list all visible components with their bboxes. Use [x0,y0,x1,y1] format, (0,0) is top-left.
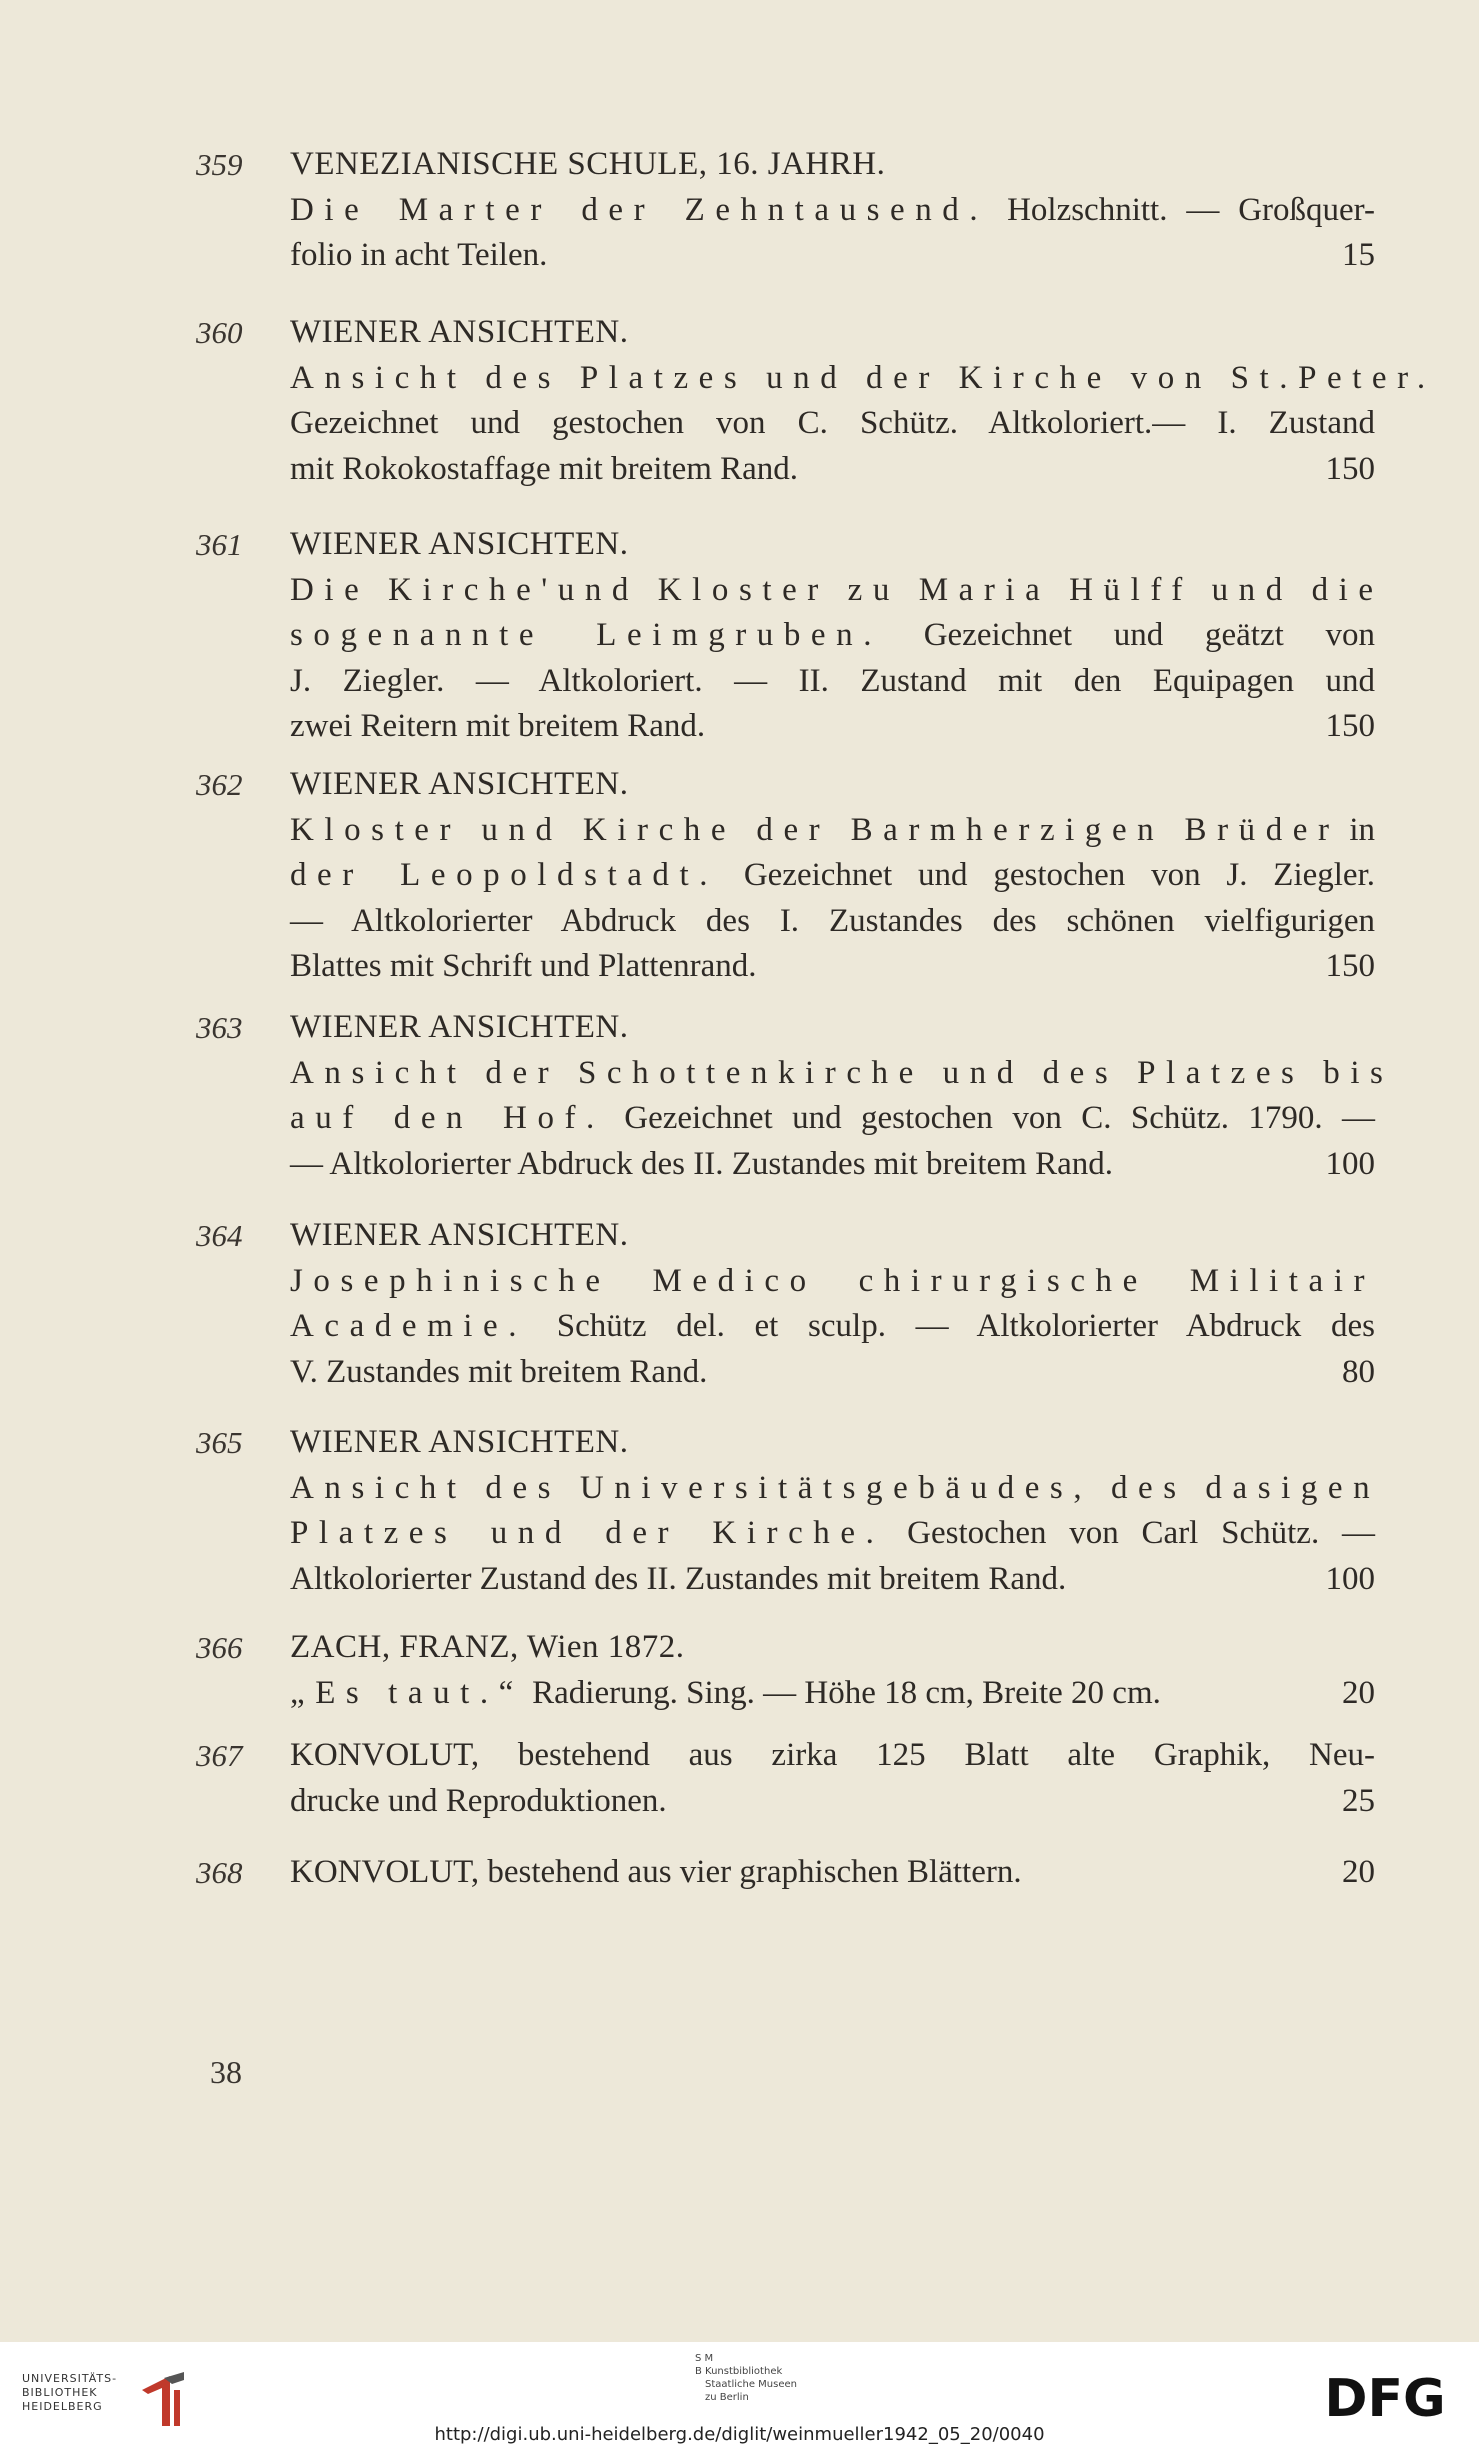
spaced-title: Ansicht des Platzes und der Kirche von St.Peter. [290,359,1436,396]
page-number: 38 [210,2054,242,2090]
line-text: mit Rokokostaffage mit breitem Rand. [290,450,799,487]
spaced-title: Academie. [290,1308,528,1344]
dfg-logo [1313,2368,1457,2424]
spaced-title: Ansicht der Schottenkirche und des Platzes bis [290,1054,1394,1091]
line-text: drucke und Reproduktionen. [290,1782,667,1819]
entry-heading: WIENER ANSICHTEN. [290,766,629,802]
entry-line [290,613,1375,659]
stamp-line-2: B Kunstbibliothek [695,2366,783,2377]
line-text: Gezeichnet und gestochen von J. Ziegler. [718,857,1375,893]
university-emblem-icon [134,2370,190,2432]
line-text: Radierung. Sing. — Höhe 18 cm, Breite 20 cm. [523,1674,1161,1711]
lot-number: 365 [196,1425,243,1460]
price: 100 [1325,1145,1375,1182]
entry-line [290,808,1375,854]
stamp-line-3: Staatliche Museen [705,2379,797,2390]
entry-line [290,1350,1375,1396]
entry-line [290,188,1375,234]
entry-body [290,522,1384,750]
entry-line [290,944,1375,990]
lot-number: 360 [196,315,243,350]
line-text: folio in acht Teilen. [290,237,548,273]
line-text: KONVOLUT, bestehend aus zirka 125 Blatt alte Graphik, Neu- [290,1737,1375,1773]
entry-line [290,1051,1394,1097]
spaced-title: Josephinische Medico chirurgische Militair [290,1262,1375,1299]
stamp-line-1: S M [695,2353,714,2364]
spaced-title: auf den Hof. [290,1100,605,1136]
dfg-logo-text: DFG [1324,2369,1446,2424]
line-text: KONVOLUT, bestehend aus vier graphischen Blättern. [290,1854,1022,1890]
entry-body [290,1213,1375,1395]
spaced-title: sogenannte Leimgruben. [290,617,882,653]
footer-bar [0,2342,1479,2449]
lot-number: 368 [196,1855,243,1890]
university-line-3: HEIDELBERG [22,2400,103,2413]
university-library-logo [22,2370,192,2430]
lot-number: 363 [196,1010,243,1045]
entry-line [290,1142,1375,1188]
price: 80 [1342,1353,1375,1390]
line-text: Blattes mit Schrift und Plattenrand. [290,948,757,984]
spaced-title: Ansicht des Universitätsgebäudes, des dasigen [290,1469,1381,1506]
line-text: Gestochen von Carl Schütz. — [884,1515,1375,1551]
spaced-title: „Es taut.“ [290,1674,524,1711]
university-line-2: BIBLIOTHEK [22,2386,98,2399]
entry-heading: VENEZIANISCHE SCHULE, 16. JAHRH. [290,146,886,182]
line-text: Altkolorierter Zustand des II. Zustandes mit breitem Rand. [290,1560,1067,1597]
entry-body [290,1625,1375,1716]
entry-heading: WIENER ANSICHTEN. [290,1424,629,1460]
lot-number: 364 [196,1218,243,1253]
entry-line [290,659,1375,705]
line-text: zwei Reitern mit breitem Rand. [290,708,706,744]
entry-line [290,356,1436,402]
entry-line [290,853,1375,899]
entry-heading: WIENER ANSICHTEN. [290,526,629,562]
entry-line [290,1557,1375,1603]
entry-line [290,1466,1381,1512]
spaced-title: Die Marter der Zehntausend. [290,191,989,228]
price: 150 [1325,450,1375,487]
lot-number: 367 [196,1738,243,1773]
entry-heading: ZACH, FRANZ, Wien 1872. [290,1629,685,1665]
entry-line [290,1779,1375,1825]
source-url-link[interactable]: http://digi.ub.uni-heidelberg.de/diglit/weinmueller1942_05_20/0040 [434,2424,1045,2445]
entry-body [290,1005,1394,1187]
entry-line [290,1671,1375,1717]
entry-line [290,1304,1375,1350]
price: 15 [1342,237,1375,273]
price: 150 [1325,708,1375,744]
entry-body [290,1733,1375,1824]
lot-number: 362 [196,767,243,802]
line-text: Schütz del. et sculp. — Altkolorierter Abdruck des [527,1308,1375,1344]
price: 100 [1325,1560,1375,1597]
entry-line [290,447,1375,493]
entry-body [290,142,1375,279]
library-stamp [695,2352,797,2404]
entry-heading: WIENER ANSICHTEN. [290,1009,629,1045]
entry-body [290,310,1436,492]
price: 25 [1342,1782,1375,1819]
spaced-title: der Leopoldstadt. [290,857,719,893]
entry-line [290,568,1384,614]
entry-line [290,1733,1375,1779]
line-text: in [1339,811,1375,848]
lot-number: 361 [196,527,243,562]
price: 20 [1342,1674,1375,1711]
entry-line [290,899,1375,945]
lot-number: 359 [196,147,243,182]
line-text: Gezeichnet und geätzt von [882,617,1375,653]
entry-body [290,1850,1375,1896]
entry-line [290,1511,1375,1557]
spaced-title: Platzes und der Kirche. [290,1515,885,1551]
line-text: Gezeichnet und gestochen von C. Schütz. Altkoloriert.— I. Zustand [290,405,1375,441]
line-text: Gezeichnet und gestochen von C. Schütz. 1790. — [604,1100,1375,1136]
entry-line [290,1096,1375,1142]
entry-line [290,233,1375,279]
entry-line [290,1259,1375,1305]
price: 20 [1342,1854,1375,1890]
entry-body [290,762,1375,990]
line-text: J. Ziegler. — Altkoloriert. — II. Zustand mit den Equipagen und [290,662,1375,699]
entry-body [290,1420,1381,1602]
entry-heading: WIENER ANSICHTEN. [290,314,629,350]
lot-number: 366 [196,1630,243,1665]
spaced-title: Die Kirche'und Kloster zu Maria Hülff und die [290,571,1384,608]
line-text: — Altkolorierter Abdruck des II. Zustandes mit breitem Rand. [290,1145,1113,1182]
price: 150 [1325,948,1375,984]
entry-line [290,704,1375,750]
spaced-title: Kloster und Kirche der Barmherzigen Brüder [290,811,1340,848]
entry-line [290,401,1375,447]
line-text: Holzschnitt. — Großquer- [988,191,1375,228]
university-line-1: UNIVERSITÄTS- [22,2372,118,2385]
stamp-line-4: zu Berlin [705,2392,749,2403]
entry-heading: WIENER ANSICHTEN. [290,1217,629,1253]
line-text: V. Zustandes mit breitem Rand. [290,1353,708,1390]
entry-line [290,1850,1375,1896]
line-text: — Altkolorierter Abdruck des I. Zustandes des schönen vielfigurigen [290,902,1375,939]
